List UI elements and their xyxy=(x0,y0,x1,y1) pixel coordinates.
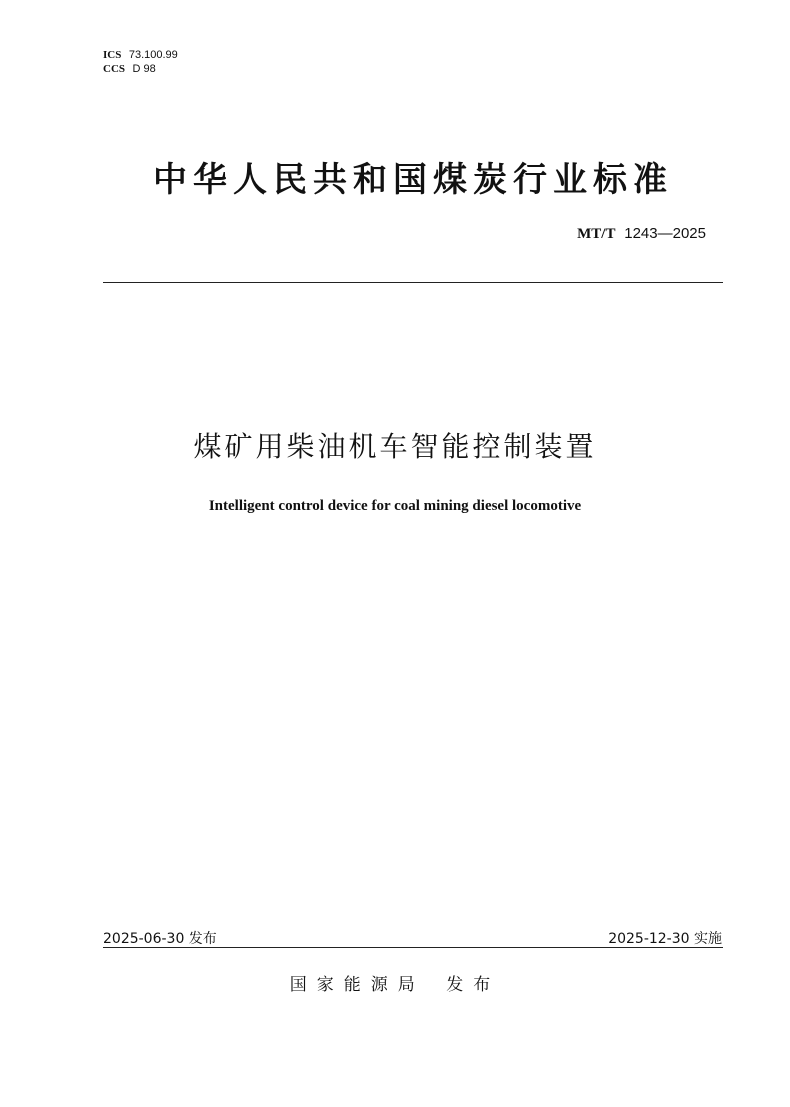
ccs-label: CCS xyxy=(103,63,126,75)
standard-type-heading: 中华人民共和国煤炭行业标准 xyxy=(153,160,673,200)
ccs-code xyxy=(103,62,178,76)
ccs-value: D 98 xyxy=(132,63,156,75)
standard-number xyxy=(577,224,706,243)
classification-codes xyxy=(103,48,178,76)
issuer-action: 发布 xyxy=(446,975,501,995)
standard-number-value: 1243—2025 xyxy=(624,225,706,242)
document-title-english: Intelligent control device for coal mining diesel locomotive xyxy=(208,498,582,514)
ics-label: ICS xyxy=(103,49,122,61)
document-title-chinese: 煤矿用柴油机车智能控制装置 xyxy=(193,430,597,463)
implementation-date: 2025-12-30 实施 xyxy=(608,931,722,947)
publish-date: 2025-06-30 发布 xyxy=(103,931,217,947)
issuer-agency: 国家能源局 xyxy=(289,975,425,995)
ics-value: 73.100.99 xyxy=(128,49,178,61)
top-divider xyxy=(103,282,723,283)
standard-number-prefix: MT/T xyxy=(577,226,616,242)
ics-code xyxy=(103,48,178,62)
bottom-divider xyxy=(103,947,723,948)
issuing-authority xyxy=(0,970,790,995)
